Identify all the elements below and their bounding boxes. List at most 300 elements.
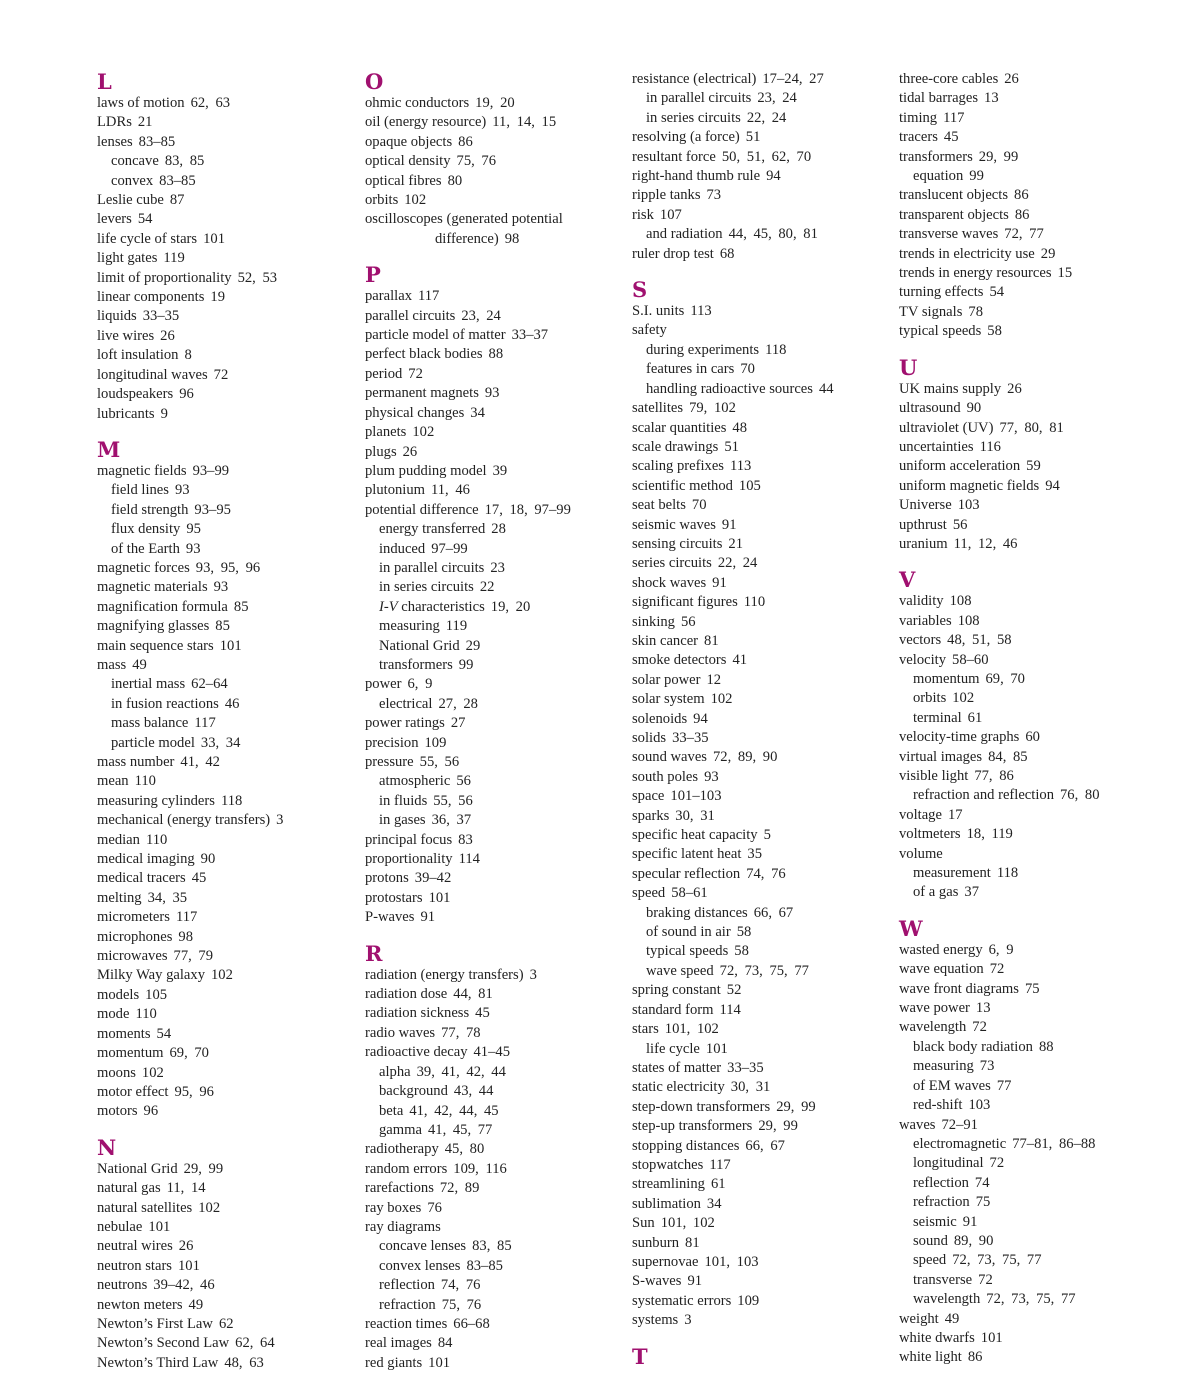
entry-term: timing — [899, 109, 938, 126]
entry-pages: 83, 85 — [472, 1238, 512, 1255]
entry-pages: 43, 44 — [453, 1083, 494, 1100]
entry-term: stars — [632, 1021, 659, 1038]
index-entry — [97, 1102, 359, 1121]
entry-pages: 99 — [458, 656, 474, 673]
index-entry — [899, 631, 1161, 650]
index-entry — [97, 94, 359, 113]
index-entry — [632, 632, 894, 651]
entry-term: specific latent heat — [632, 846, 742, 863]
index-entry — [97, 133, 359, 152]
index-entry — [632, 1175, 894, 1194]
entry-term: energy transferred — [379, 521, 486, 538]
index-entry — [365, 753, 627, 772]
entry-term: in fusion reactions — [111, 695, 219, 712]
entry-pages: 62, 63 — [190, 95, 231, 111]
entry-term: red-shift — [913, 1097, 963, 1114]
entry-pages: 39, 41, 42, 44 — [416, 1063, 506, 1080]
index-entry — [632, 516, 894, 535]
index-subentry — [899, 1193, 1161, 1212]
entry-term: alpha — [379, 1063, 411, 1080]
entry-pages: 93, 95, 96 — [195, 559, 261, 576]
index-section — [899, 70, 1161, 342]
entry-term: newton meters — [97, 1296, 183, 1313]
entry-pages: 11, 46 — [431, 482, 470, 499]
index-entry — [97, 986, 359, 1005]
index-entry — [899, 89, 1161, 108]
entry-term: wave speed — [646, 962, 714, 979]
entry-pages: 48, 51, 58 — [947, 632, 1012, 649]
index-entry — [365, 1004, 627, 1023]
index-entry — [899, 1348, 1161, 1367]
entry-pages: 119 — [445, 618, 468, 635]
entry-term: induced — [379, 540, 426, 557]
entry-pages: 84 — [437, 1335, 453, 1352]
entry-pages: 61 — [710, 1176, 726, 1193]
entry-term: solar power — [632, 671, 701, 688]
entry-pages: 113 — [730, 458, 752, 475]
index-entry — [365, 481, 627, 500]
entry-pages: 77, 80, 81 — [999, 419, 1064, 436]
index-entry — [97, 598, 359, 617]
entry-term: in fluids — [379, 792, 428, 809]
entry-pages: 72, 77 — [1004, 226, 1044, 243]
section-letter-heading: R — [365, 940, 383, 966]
entry-pages: 13 — [975, 1000, 991, 1017]
entry-term: limit of proportionality — [97, 269, 232, 286]
entry-term: proportionality — [365, 851, 453, 868]
entry-pages: 88 — [1038, 1038, 1054, 1055]
entry-term: median — [97, 831, 140, 848]
index-subentry — [632, 225, 894, 244]
entry-pages: 85 — [215, 618, 230, 635]
entry-term: concave — [111, 153, 159, 170]
entry-pages: 72 — [989, 961, 1005, 978]
entry-term: medical tracers — [97, 870, 186, 887]
index-subentry — [632, 341, 894, 360]
index-entry — [899, 592, 1161, 611]
entry-term: mechanical (energy transfers) — [97, 812, 271, 829]
entry-pages: 105 — [738, 477, 761, 494]
index-entry — [97, 559, 359, 578]
index-subentry — [632, 1040, 894, 1059]
entry-term: radiation sickness — [365, 1005, 470, 1022]
index-entry — [899, 245, 1161, 264]
index-subentry — [632, 962, 894, 981]
index-entry — [899, 960, 1161, 979]
entry-pages: 60 — [1025, 729, 1040, 746]
entry-term: sinking — [632, 613, 675, 630]
entry-term: shock waves — [632, 574, 707, 591]
entry-pages: 119 — [163, 250, 185, 267]
index-subentry — [899, 1232, 1161, 1251]
entry-pages: 29, 99 — [183, 1160, 224, 1177]
index-subentry — [365, 1121, 627, 1140]
entry-pages: 94 — [693, 710, 708, 727]
index-subentry — [899, 1057, 1161, 1076]
index-column-4 — [899, 70, 1161, 1368]
entry-term: supernovae — [632, 1253, 699, 1270]
entry-term: ruler drop test — [632, 245, 714, 262]
entry-pages: 74, 76 — [440, 1277, 481, 1294]
index-entry — [632, 477, 894, 496]
entry-pages: 114 — [458, 851, 480, 868]
entry-pages: 77, 86 — [974, 768, 1014, 784]
index-subentry — [365, 559, 627, 578]
entry-pages: 17, 18, 97–99 — [484, 501, 571, 518]
entry-term: National Grid — [379, 637, 460, 654]
index-entry — [632, 1156, 894, 1175]
entry-pages: 33–37 — [511, 327, 549, 344]
entry-term: resolving (a force) — [632, 129, 740, 146]
entry-pages: 72 — [989, 1155, 1005, 1172]
entry-term: white dwarfs — [899, 1329, 975, 1346]
index-entry — [899, 148, 1161, 167]
entry-pages: 91 — [962, 1213, 978, 1230]
entry-term: speed — [632, 885, 666, 902]
entry-pages: 93 — [213, 579, 229, 596]
index-subentry — [899, 1154, 1161, 1173]
index-entry — [97, 1237, 359, 1256]
index-entry — [899, 825, 1161, 844]
entry-term: sparks — [632, 807, 670, 824]
entry-term: visible light — [899, 768, 969, 784]
entry-term: characteristics — [401, 598, 485, 615]
entry-pages: 66–68 — [453, 1315, 490, 1332]
entry-term: inertial mass — [111, 676, 186, 693]
entry-term: voltage — [899, 806, 942, 823]
entry-pages: 23 — [490, 559, 505, 576]
entry-pages: 45, 80 — [444, 1141, 485, 1158]
entry-term: radiation (energy transfers) — [365, 966, 524, 983]
entry-term: linear components — [97, 289, 205, 306]
entry-term: magnetic forces — [97, 559, 190, 576]
index-section — [899, 568, 1161, 903]
entry-term: motors — [97, 1103, 138, 1120]
entry-pages: 110 — [134, 773, 156, 790]
index-entry — [365, 1140, 627, 1159]
entry-pages: 22, 24 — [746, 109, 787, 126]
entry-term: uniform magnetic fields — [899, 477, 1040, 494]
entry-pages: 59 — [1026, 458, 1041, 475]
index-entry — [365, 152, 627, 171]
section-letter-heading: W — [899, 915, 923, 941]
entry-term: tidal barrages — [899, 90, 979, 107]
entry-pages: 77 — [996, 1077, 1012, 1094]
entry-term: momentum — [913, 670, 980, 687]
index-subentry — [899, 1135, 1161, 1154]
entry-pages: 78 — [968, 303, 983, 320]
index-entry — [97, 578, 359, 597]
index-section — [365, 942, 627, 1373]
entry-term: braking distances — [646, 904, 748, 921]
entry-pages: 72 — [978, 1271, 993, 1288]
index-entry — [365, 384, 627, 403]
index-entry — [899, 496, 1161, 515]
index-entry — [899, 457, 1161, 476]
index-subentry — [632, 89, 894, 108]
index-entry — [632, 1272, 894, 1291]
entry-pages: 72, 73, 75, 77 — [986, 1291, 1076, 1308]
index-entry — [97, 908, 359, 927]
index-entry — [365, 734, 627, 753]
entry-term: equation — [913, 168, 964, 185]
index-entry — [632, 690, 894, 709]
entry-term: moments — [97, 1025, 151, 1042]
entry-pages: 46 — [224, 695, 240, 712]
entry-pages: 103 — [968, 1097, 991, 1114]
entry-pages: 28 — [491, 521, 506, 538]
entry-pages: 101 — [428, 889, 451, 906]
entry-pages: 102 — [404, 192, 427, 209]
entry-term: longitudinal waves — [97, 366, 208, 383]
entry-pages: 102 — [952, 690, 975, 707]
entry-term: tracers — [899, 129, 938, 146]
entry-term: skin cancer — [632, 632, 699, 649]
index-section — [899, 917, 1161, 1368]
entry-pages: 45 — [943, 129, 959, 146]
entry-term: parallel circuits — [365, 307, 456, 324]
entry-pages: 18, 119 — [966, 826, 1013, 843]
entry-term: in series circuits — [646, 109, 741, 126]
index-entry — [97, 230, 359, 249]
index-entry — [97, 947, 359, 966]
entry-pages: 93 — [185, 540, 201, 557]
entry-pages: 113 — [690, 303, 712, 320]
entry-pages: 33, 34 — [200, 734, 241, 751]
index-entry — [97, 1257, 359, 1276]
index-subentry — [365, 792, 627, 811]
entry-pages: 101 — [148, 1218, 171, 1235]
entry-term: Universe — [899, 497, 952, 514]
entry-pages: 48 — [732, 419, 748, 436]
entry-pages: 26 — [1004, 71, 1019, 87]
section-letter-heading: L — [97, 69, 112, 94]
index-entry — [97, 850, 359, 869]
index-entry — [632, 826, 894, 845]
entry-pages: 83–85 — [159, 172, 196, 189]
index-entry — [365, 1160, 627, 1179]
index-subentry — [899, 1077, 1161, 1096]
entry-term: loudspeakers — [97, 386, 174, 403]
entry-term: radiotherapy — [365, 1141, 439, 1158]
index-entry — [632, 729, 894, 748]
index-entry — [632, 593, 894, 612]
entry-term: satellites — [632, 400, 684, 417]
entry-term: orbits — [913, 690, 947, 707]
entry-pages: 54 — [156, 1025, 172, 1042]
entry-pages: 30, 31 — [730, 1079, 771, 1096]
index-entry — [632, 1292, 894, 1311]
entry-pages: 51 — [724, 438, 739, 455]
index-entry — [899, 283, 1161, 302]
entry-term: light gates — [97, 250, 158, 267]
entry-pages: 93–99 — [192, 462, 230, 479]
entry-term: mass number — [97, 754, 175, 770]
entry-term: magnifying glasses — [97, 618, 210, 635]
entry-term: in parallel circuits — [646, 90, 752, 107]
entry-term-continuation — [365, 230, 627, 249]
index-section — [632, 1345, 894, 1369]
index-subentry — [97, 714, 359, 733]
index-entry — [97, 1083, 359, 1102]
index-entry — [632, 148, 894, 167]
index-entry — [899, 70, 1161, 89]
entry-term: of EM waves — [913, 1077, 991, 1094]
entry-pages: 70 — [740, 361, 755, 378]
entry-term: live wires — [97, 327, 155, 344]
entry-pages: 94 — [1045, 477, 1060, 494]
entry-pages: 9 — [160, 405, 168, 422]
entry-term: of a gas — [913, 884, 959, 901]
entry-term: systems — [632, 1312, 679, 1329]
entry-term: flux density — [111, 521, 181, 538]
entry-term: opaque objects — [365, 133, 453, 150]
entry-term: micrometers — [97, 909, 170, 926]
entry-term: sound — [913, 1232, 948, 1249]
entry-pages: 27 — [450, 715, 466, 732]
index-entry — [365, 966, 627, 985]
index-section — [97, 438, 359, 1122]
entry-term: field strength — [111, 501, 189, 518]
entry-term: S-waves — [632, 1273, 682, 1290]
entry-term: levers — [97, 211, 132, 228]
entry-pages: 114 — [719, 1001, 741, 1018]
entry-term: ultraviolet (UV) — [899, 419, 994, 436]
entry-term: oil (energy resource) — [365, 114, 487, 131]
entry-pages: 3 — [276, 812, 284, 829]
entry-pages: 58 — [987, 323, 1002, 340]
entry-term: radioactive decay — [365, 1044, 468, 1061]
entry-term: of sound in air — [646, 924, 731, 941]
entry-pages: 66, 67 — [753, 904, 794, 921]
entry-pages: 36, 37 — [431, 812, 472, 829]
entry-term: resistance (electrical) — [632, 71, 757, 87]
index-entry — [632, 70, 894, 89]
index-entry — [632, 1001, 894, 1020]
index-entry — [365, 210, 627, 249]
index-subentry — [365, 1063, 627, 1082]
entry-term: refraction and reflection — [913, 787, 1054, 804]
entry-term: wave front diagrams — [899, 980, 1019, 997]
index-entry — [632, 438, 894, 457]
entry-pages: 110 — [145, 831, 168, 848]
index-entry — [899, 109, 1161, 128]
entry-term: seismic — [913, 1213, 957, 1230]
entry-pages: 81 — [704, 632, 719, 649]
entry-pages: 35 — [747, 846, 762, 863]
section-letter-heading: V — [899, 567, 916, 593]
entry-term: wasted energy — [899, 941, 983, 958]
entry-pages: 101 — [203, 230, 225, 247]
entry-term: neutron stars — [97, 1257, 172, 1274]
entry-term: measuring cylinders — [97, 792, 215, 809]
entry-pages: 21 — [728, 535, 743, 552]
index-subentry — [97, 501, 359, 520]
index-entry — [97, 249, 359, 268]
entry-term: gamma — [379, 1121, 422, 1138]
entry-pages: 77–81, 86–88 — [1012, 1135, 1096, 1152]
entry-term: weight — [899, 1310, 939, 1327]
entry-term: red giants — [365, 1354, 423, 1371]
entry-pages: 75 — [975, 1194, 991, 1211]
entry-term: Newton’s First Law — [97, 1315, 213, 1332]
entry-term: static electricity — [632, 1079, 725, 1096]
entry-pages: 54 — [137, 211, 153, 228]
index-entry — [97, 617, 359, 636]
entry-pages: 101–103 — [670, 788, 722, 805]
entry-term: motor effect — [97, 1083, 169, 1100]
entry-pages: 108 — [957, 612, 980, 629]
index-entry — [899, 748, 1161, 767]
entry-pages: 86 — [1014, 187, 1029, 204]
entry-term: momentum — [97, 1045, 164, 1062]
index-entry — [97, 1044, 359, 1063]
entry-pages: 44, 81 — [453, 986, 493, 1003]
entry-pages: 11, 14, 15 — [492, 114, 557, 131]
index-entry — [365, 172, 627, 191]
index-entry — [632, 1059, 894, 1078]
index-entry — [899, 128, 1161, 147]
entry-term: nebulae — [97, 1218, 143, 1235]
entry-pages: 75, 76 — [441, 1296, 482, 1313]
entry-pages: 33–35 — [142, 308, 180, 325]
entry-term: mode — [97, 1006, 130, 1023]
entry-pages: 89, 90 — [953, 1232, 994, 1249]
entry-term: voltmeters — [899, 826, 961, 843]
index-subentry — [632, 904, 894, 923]
entry-term: ultrasound — [899, 400, 961, 417]
index-entry — [97, 1315, 359, 1334]
entry-pages: 93 — [174, 482, 190, 499]
entry-pages: 117 — [418, 288, 440, 305]
entry-term: Milky Way galaxy — [97, 967, 205, 984]
entry-pages: 68 — [719, 245, 735, 262]
index-subentry — [632, 923, 894, 942]
index-entry — [365, 191, 627, 210]
index-subentry — [899, 786, 1161, 805]
entry-term: P-waves — [365, 909, 415, 926]
entry-pages: 62–64 — [191, 676, 228, 693]
entry-term-italic: I-V — [379, 598, 398, 615]
entry-pages: 41, 42, 44, 45 — [409, 1102, 499, 1119]
entry-pages: 75 — [1024, 980, 1040, 997]
entry-pages: 105 — [145, 986, 168, 1003]
index-section — [365, 70, 627, 249]
entry-pages: 41, 45, 77 — [427, 1121, 493, 1138]
entry-term: uncertainties — [899, 438, 974, 455]
entry-pages: 29 — [465, 637, 481, 654]
entry-term: right-hand thumb rule — [632, 168, 761, 185]
entry-term: Newton’s Second Law — [97, 1335, 230, 1352]
index-entry — [899, 1018, 1161, 1037]
index-subentry — [632, 109, 894, 128]
entry-pages: 44 — [818, 380, 834, 397]
entry-term: typical speeds — [646, 943, 729, 960]
entry-term: potential difference — [365, 501, 479, 518]
entry-pages: 72–91 — [941, 1116, 978, 1133]
index-entry — [632, 884, 894, 903]
entry-term: reflection — [913, 1174, 969, 1191]
index-entry — [899, 380, 1161, 399]
entry-pages: 30, 31 — [675, 807, 715, 824]
index-subentry — [365, 695, 627, 714]
index-entry — [899, 806, 1161, 825]
index-entry — [632, 554, 894, 573]
entry-pages: 45 — [475, 1005, 490, 1022]
index-entry — [97, 811, 359, 830]
entry-pages: 69, 70 — [985, 670, 1025, 687]
index-entry — [365, 714, 627, 733]
